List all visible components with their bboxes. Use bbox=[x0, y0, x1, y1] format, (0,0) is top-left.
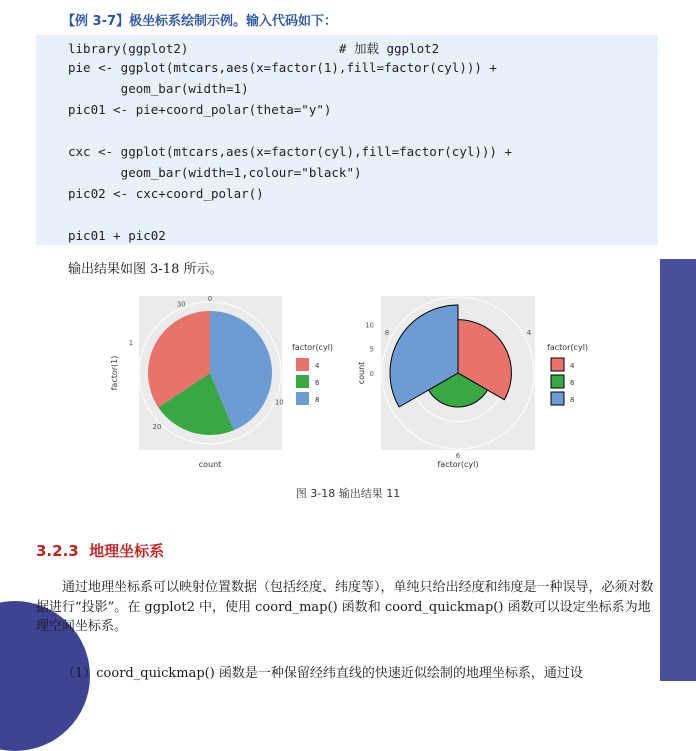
angle-label: 6 bbox=[455, 452, 461, 460]
x-axis-label: count bbox=[198, 460, 222, 469]
code-line: cxc <- ggplot(mtcars,aes(x=factor(cyl),fill=factor(cyl))) + bbox=[68, 144, 513, 159]
legend-key bbox=[551, 358, 564, 371]
figure-caption: 图 3-18 输出结果 11 bbox=[295, 487, 401, 500]
y-axis-label: count bbox=[357, 361, 366, 385]
y-axis-label: factor(1) bbox=[110, 355, 119, 391]
code-line: geom_bar(width=1) bbox=[68, 81, 249, 96]
section-title: 地理坐标系 bbox=[89, 542, 165, 560]
result-text: 输出结果如图 3-18 所示。 bbox=[68, 262, 223, 277]
legend-title: factor(cyl) bbox=[547, 343, 589, 352]
paragraph: （1）coord_quickmap() 函数是一种保留经纬直线的快速近似绘制的地理坐标系，通过设 bbox=[62, 666, 583, 681]
legend-label: 8 bbox=[570, 396, 575, 404]
legend-key bbox=[296, 392, 309, 405]
example-title: 【例 3-7】极坐标系绘制示例。输入代码如下： bbox=[62, 14, 338, 29]
code-line: pic01 + pic02 bbox=[68, 228, 166, 243]
paragraph: 通过地理坐标系可以映射位置数据（包括经度、纬度等），单纯只给出经度和纬度是一种误导，必须对数据进行“投影”。在 ggplot2 中，使用 coord_map() 函数和 coord_quickmap() 函数可以设定坐标系为地理空间坐标系。 bbox=[36, 580, 654, 634]
section-heading bbox=[36, 540, 164, 561]
legend-label: 4 bbox=[570, 362, 575, 370]
coxcomb-chart bbox=[354, 290, 614, 475]
code-line: pic01 <- pie+coord_polar(theta="y") bbox=[68, 102, 332, 117]
legend-title: factor(cyl) bbox=[292, 343, 334, 352]
r-tick-label: 0 bbox=[369, 370, 374, 378]
legend-key bbox=[296, 358, 309, 371]
y-tick-label: 1 bbox=[128, 339, 134, 347]
legend-label: 4 bbox=[315, 362, 320, 370]
theta-tick-label: 30 bbox=[176, 300, 186, 309]
code-block bbox=[36, 35, 658, 245]
x-axis-label: factor(cyl) bbox=[437, 460, 479, 469]
legend-key bbox=[296, 375, 309, 388]
legend-key bbox=[551, 392, 564, 405]
code-line: pic02 <- cxc+coord_polar() bbox=[68, 186, 264, 201]
code-line: library(ggplot2) # 加载 ggplot2 bbox=[68, 41, 440, 56]
code-line: pie <- ggplot(mtcars,aes(x=factor(1),fill=factor(cyl))) + bbox=[68, 60, 497, 75]
angle-label: 4 bbox=[526, 329, 532, 337]
legend-label: 8 bbox=[315, 396, 320, 404]
theta-tick-label: 20 bbox=[152, 423, 162, 432]
r-tick-label: 5 bbox=[369, 345, 374, 354]
theta-tick-label: 10 bbox=[274, 398, 284, 407]
page-edge-decoration bbox=[660, 0, 696, 681]
legend-key bbox=[551, 375, 564, 388]
section-number: 3.2.3 bbox=[36, 542, 79, 560]
code-line: geom_bar(width=1,colour="black") bbox=[68, 165, 362, 180]
legend-label: 6 bbox=[570, 379, 575, 387]
legend-label: 6 bbox=[315, 379, 320, 387]
theta-tick-label: 0 bbox=[207, 295, 213, 303]
pie-chart bbox=[104, 290, 354, 475]
r-tick-label: 10 bbox=[365, 321, 374, 330]
angle-label: 8 bbox=[384, 329, 390, 337]
